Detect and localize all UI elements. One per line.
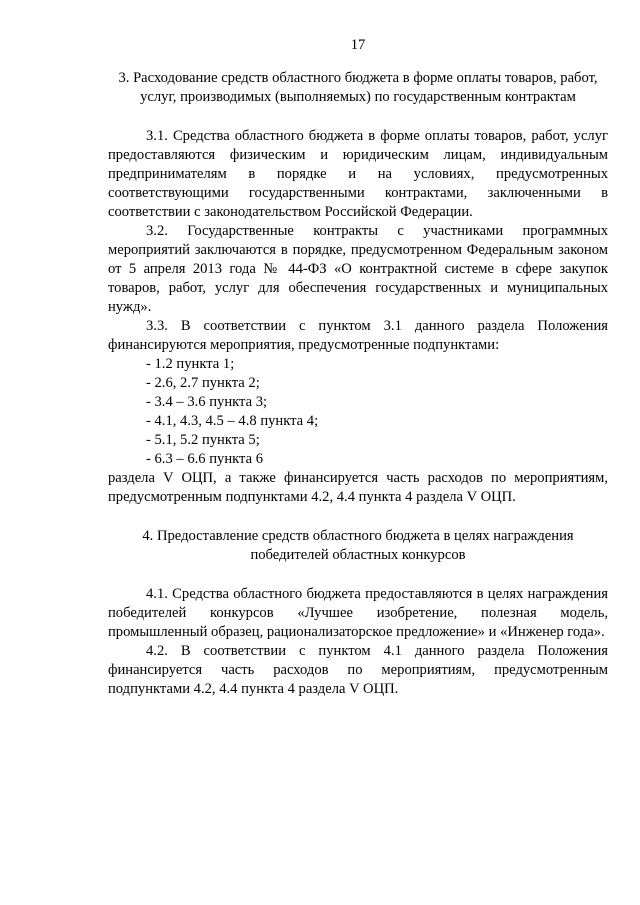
paragraph-3-2: 3.2. Государственные контракты с участниками программных мероприятий заключаются в порядке, предусмотренном Федеральным законом от 5 апреля 2013 года № 44-ФЗ «О контрактной системе в сфере закупок товаров, работ, услуг для обеспечения государственных и муниципальных нужд». [108,223,608,315]
section-3-title: 3. Расходование средств областного бюджета в форме оплаты товаров, работ, услуг, производимых (выполняемых) по государственным контрактам [118,70,598,105]
list-item: - 3.4 – 3.6 пункта 3; [146,394,268,410]
document-page [108,36,608,699]
spacer [108,107,608,127]
paragraph-3-1: 3.1. Средства областного бюджета в форме оплаты товаров, работ, услуг предоставляются физическим и юридическим лицам, индивидуальным предпринимателям в порядке и на условиях, предусмотренных соответствующими государственными контрактами, заключенными в соответствии с законодательством Российской Федерации. [108,128,608,220]
paragraph-3-3: 3.3. В соответствии с пунктом 3.1 данного раздела Положения финансируются мероприятия, предусмотренные подпунктами: [108,318,608,353]
list-item: - 4.1, 4.3, 4.5 – 4.8 пункта 4; [146,413,319,429]
spacer [108,565,608,585]
list-item: - 2.6, 2.7 пункта 2; [146,375,260,391]
section-4 [108,527,608,699]
list-item: - 5.1, 5.2 пункта 5; [146,432,260,448]
paragraph-4-1: 4.1. Средства областного бюджета предоставляются в целях награждения победителей конкурсов «Лучшее изобретение, полезная модель, промышленный образец, рационализаторское предложение» и «Инженер года». [108,586,608,640]
page-number: 17 [350,37,366,53]
paragraph-4-2: 4.2. В соответствии с пунктом 4.1 данного раздела Положения финансируется часть расходов по мероприятиям, предусмотренным подпунктами 4.2, 4.4 пункта 4 раздела V ОЦП. [108,643,608,697]
list-item: - 1.2 пункта 1; [146,356,235,372]
section-3 [108,69,608,507]
section-4-title: 4. Предоставление средств областного бюджета в целях награждения победителей областных конкурсов [142,528,574,563]
list-item: - 6.3 – 6.6 пункта 6 [146,451,264,467]
subpoint-list [108,355,608,469]
paragraph-3-3-tail: раздела V ОЦП, а также финансируется часть расходов по мероприятиям, предусмотренным подпунктами 4.2, 4.4 пункта 4 раздела V ОЦП. [108,470,608,505]
spacer [108,507,608,527]
